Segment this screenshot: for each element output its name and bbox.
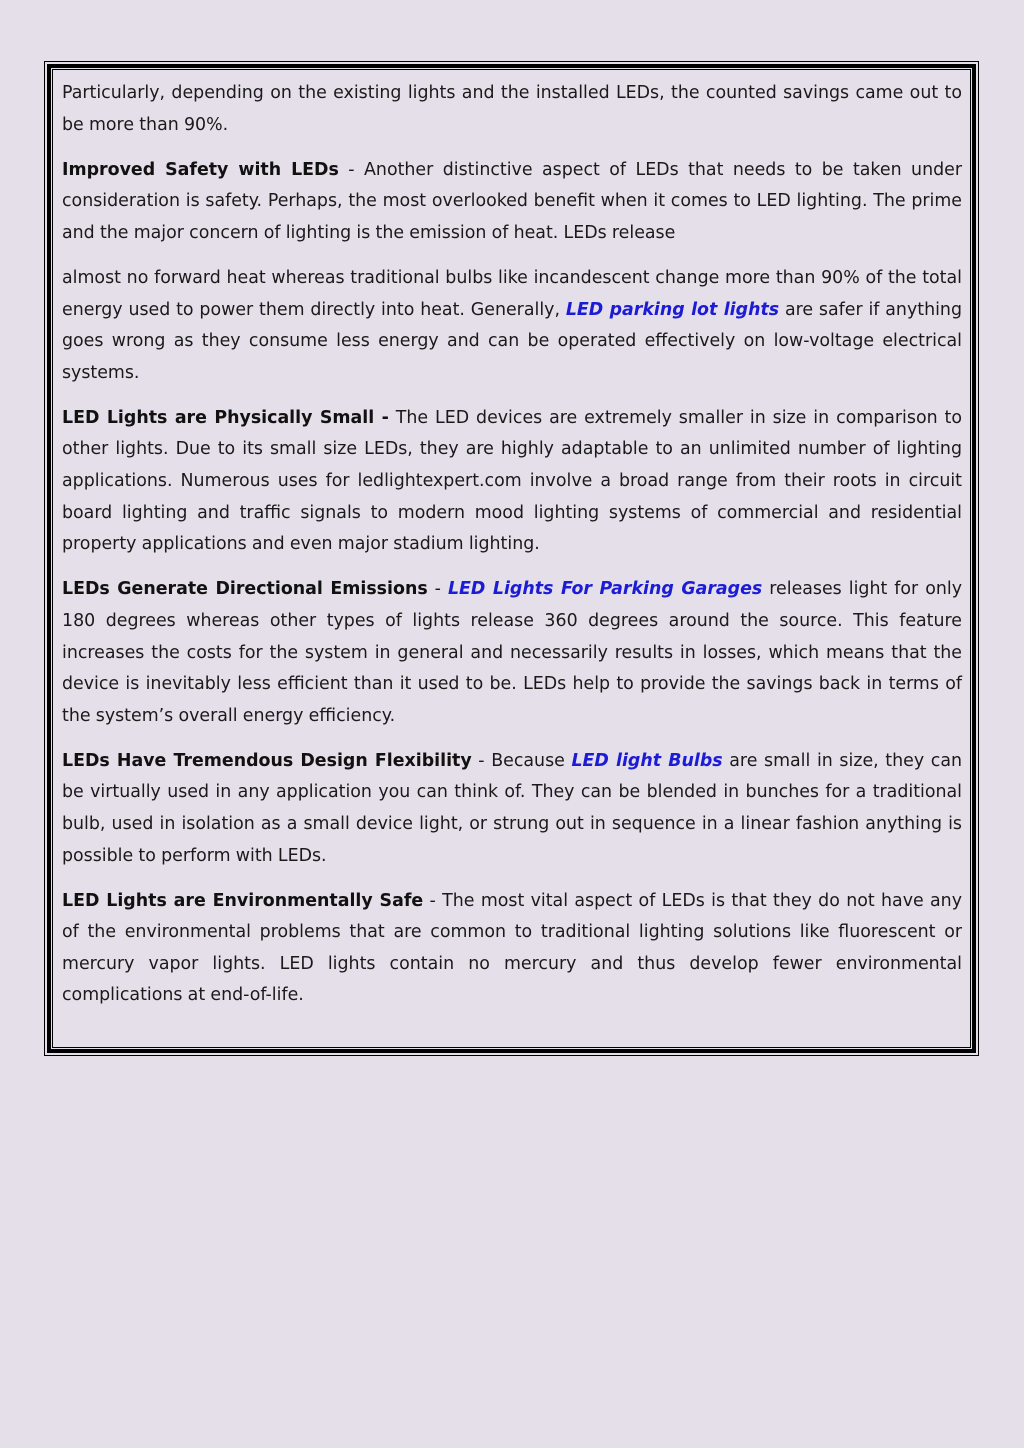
paragraph-heading: LEDs Generate Directional Emissions <box>62 579 428 600</box>
paragraph-text-after-link: are small in size, they can be virtually used in any application you can think of. They can be blended in bunches for a traditional bulb, used in isolation as a small device light, or strung out in sequence in a linear fashion anything is possible to perform with LEDs. <box>62 750 962 866</box>
paragraph-savings <box>62 78 962 141</box>
paragraph-text: Particularly, depending on the existing lights and the installed LEDs, the counted savings came out to be more than 90%. <box>62 83 962 135</box>
heading-separator <box>389 408 396 428</box>
paragraph-heading: LEDs Have Tremendous Design Flexibility <box>62 750 472 771</box>
paragraph-design-flexibility <box>62 746 962 872</box>
document-frame-inner-border <box>47 64 976 1053</box>
paragraph-improved-safety <box>62 155 962 250</box>
paragraph-forward-heat <box>62 263 962 389</box>
paragraph-text-after-link: are safer if anything goes wrong as they consume less energy and can be operated effectively on low-voltage electrical systems. <box>62 299 962 383</box>
heading-separator: - <box>338 159 365 180</box>
paragraph-heading: Improved Safety with LEDs <box>62 159 339 180</box>
paragraph-text: The most vital aspect of LEDs is that they do not have any of the environmental problems that are common to traditional lighting solutions like fluorescent or mercury vapor lights. LED lights contain no mercury and thus develop fewer environmental complications at end-of-life. <box>62 890 962 1006</box>
document-content <box>62 78 962 1012</box>
paragraph-heading: LED Lights are Environmentally Safe <box>62 890 424 911</box>
heading-separator: - <box>427 579 448 600</box>
document-frame-content-border <box>52 69 971 1048</box>
paragraph-physically-small <box>62 403 962 561</box>
paragraph-text-after-link: releases light for only 180 degrees whereas other types of lights release 360 degrees around the source. This feature increases the costs for the system in general and necessarily results in losses, which means that the device is inevitably less efficient than it used to be. LEDs help to provide the savings back in terms of the system’s overall energy efficiency. <box>62 579 962 726</box>
paragraph-heading: LED Lights are Physically Small - <box>62 407 389 428</box>
paragraph-text-before-link: almost no forward heat whereas traditional bulbs like incandescent change more than 90% of the total energy used to power them directly into heat. Generally, <box>62 267 962 320</box>
paragraph-directional-emissions <box>62 574 962 732</box>
heading-separator: - <box>423 890 443 911</box>
paragraph-text: Another distinctive aspect of LEDs that needs to be taken under consideration is safety. Perhaps, the most overlooked benefit when it comes to LED lighting. The prime and the major concern of lighting is the emission of heat. LEDs release <box>62 159 962 243</box>
link-led-parking-lot-lights[interactable]: LED parking lot lights <box>565 299 780 320</box>
heading-separator: - Because <box>471 750 572 771</box>
document-frame <box>44 61 979 1056</box>
link-led-light-bulbs[interactable]: LED light Bulbs <box>571 750 723 771</box>
paragraph-environmentally-safe <box>62 886 962 1012</box>
paragraph-text: The LED devices are extremely smaller in size in comparison to other lights. Due to its small size LEDs, they are highly adaptable to an unlimited number of lighting applications. Numerous uses for ledlightexpert.com involve a broad range from their roots in circuit board lighting and traffic signals to modern mood lighting systems of commercial and residential property applications and even major stadium lighting. <box>62 407 962 555</box>
link-led-lights-for-parking-garages[interactable]: LED Lights For Parking Garages <box>447 579 763 600</box>
